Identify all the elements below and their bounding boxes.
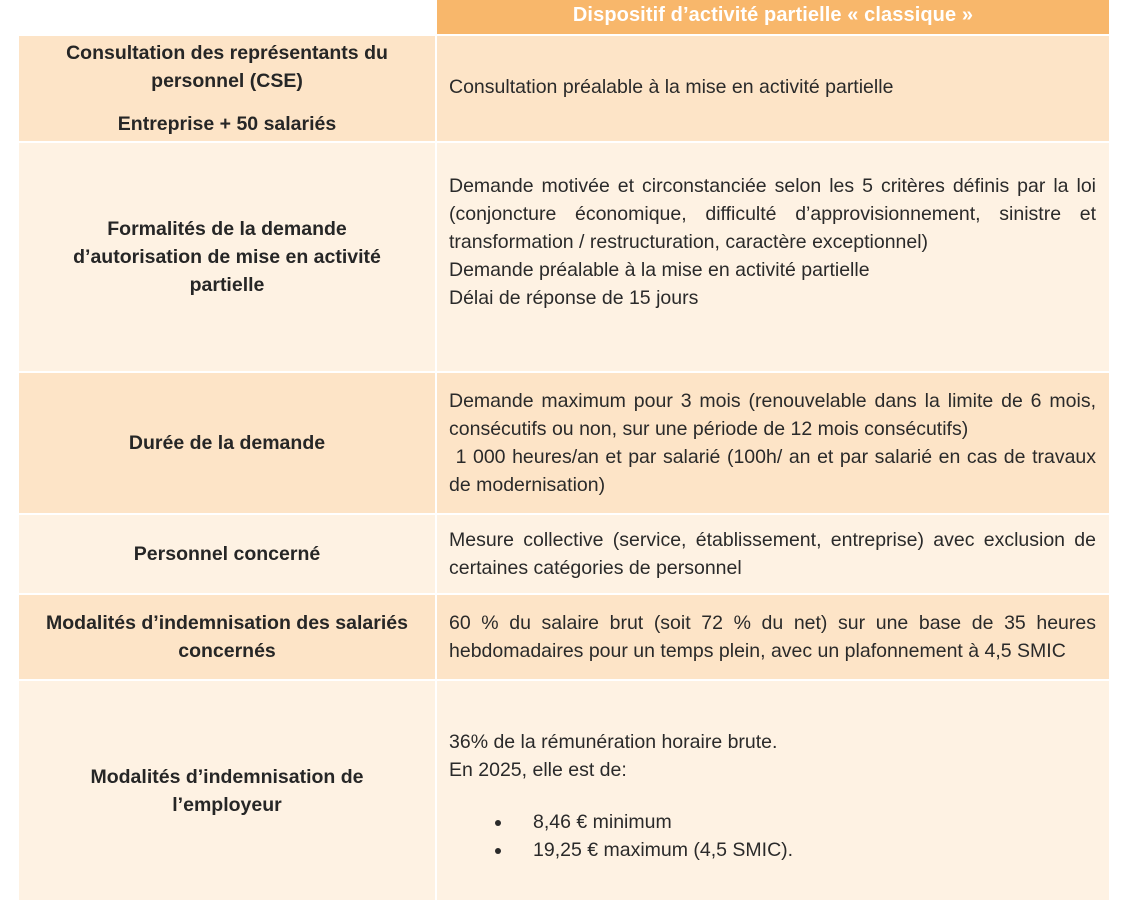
content-text: 36% de la rémunération horaire brute. [449,730,778,753]
bullet-list [449,808,793,864]
content-text: En 2025, elle est de: [449,758,627,781]
row-label-duree [19,371,437,513]
content-text: Demande préalable à la mise en activité partielle [449,259,870,281]
content-text: Mesure collective (service, établissement, entreprise) avec exclusion de certaines catégories de personnel [449,529,1096,579]
content-text: 60 % du salaire brut (soit 72 % du net) sur une base de 35 heures hebdomadaires pour un temps plein, avec un plafonnement à 4,5 SMIC [449,612,1096,662]
row-label-consultation [19,34,437,141]
row-content-consultation [437,34,1109,141]
activity-table [19,0,1109,900]
row-label-personnel [19,513,437,593]
header-blank-cell [19,0,437,34]
list-item: • 19,25 € maximum (4,5 SMIC). [513,836,793,864]
content-text: Consultation préalable à la mise en activité partielle [449,75,894,98]
content-text: 1 000 heures/an et par salarié (100h/ an et par salarié en cas de travaux de modernisation) [449,446,1102,496]
row-content-duree [437,371,1109,513]
label-text: Modalités d’indemnisation de l’employeur [90,765,364,816]
content-text: Demande maximum pour 3 mois (renouvelable dans la limite de 6 mois, consécutifs ou non, sur une période de 12 mois consécutifs) [449,390,1096,440]
content-text: Demande motivée et circonstanciée selon les 5 critères définis par la loi (conjoncture économique, difficulté d’approvisionnement, sinistre et transformation / restructuration, caractère exceptionnel) [449,175,1096,253]
row-content-formalites [437,141,1109,371]
row-label-formalites [19,141,437,371]
table-header-title: Dispositif d’activité partielle « classique » [437,0,1109,34]
label-text: Consultation des représentants du personnel (CSE) [66,42,388,92]
label-text: Durée de la demande [128,432,326,454]
label-subtext: Entreprise + 50 salariés [117,113,337,135]
row-label-indemnisation-employeur [19,679,437,900]
row-content-indemnisation-salaries [437,593,1109,679]
label-text: Modalités d’indemnisation des salariés concernés [46,612,408,662]
content-text: Délai de réponse de 15 jours [449,287,699,309]
label-text: Formalités de la demande d’autorisation de mise en activité partielle [73,218,381,296]
list-item: • 8,46 € minimum [513,808,793,836]
label-text: Personnel concerné [133,543,321,565]
row-content-personnel [437,513,1109,593]
row-content-indemnisation-employeur [437,679,1109,900]
row-label-indemnisation-salaries [19,593,437,679]
